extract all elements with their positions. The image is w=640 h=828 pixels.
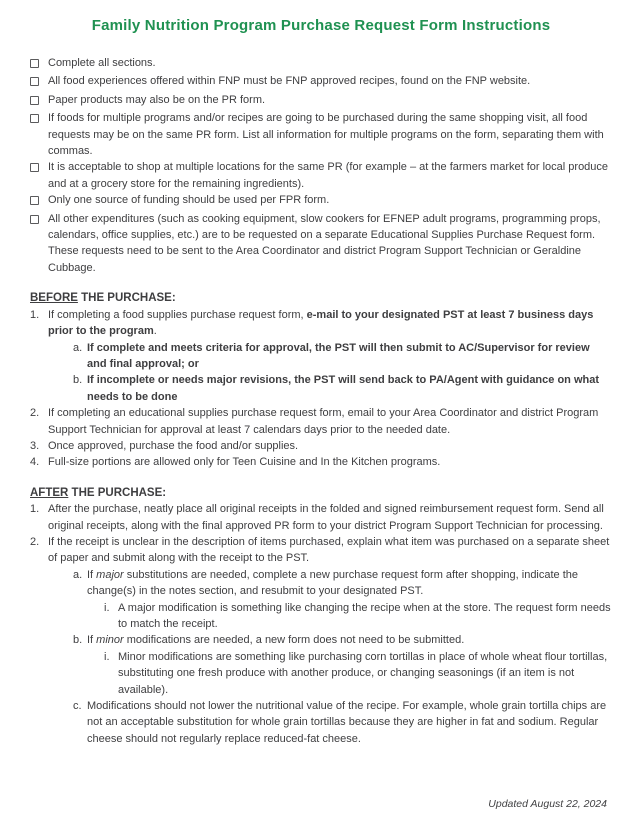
checklist-item	[30, 159, 612, 192]
heading-rest: THE PURCHASE:	[77, 292, 176, 305]
list-marker: i.	[104, 650, 110, 663]
text-run: If incomplete or needs major revisions, the PST will send back to PA/Agent with guidance on what needs to be done	[87, 374, 599, 403]
heading-underlined-word: BEFORE	[30, 292, 78, 305]
list-item-text: All other expenditures (such as cooking equipment, slow cookers for EFNEP adult programs, programming props, calendars, office supplies, etc.) are to be requested on a separate Educational Supplies Purchase Request form. These requests need to be sent to the Area Coordinator and district Program Support Technician or Geraldine Cubbage.	[48, 212, 601, 274]
list-marker: 3.	[30, 439, 40, 452]
page-title: Family Nutrition Program Purchase Request Form Instructions	[91, 17, 551, 34]
text-run: .	[153, 325, 157, 338]
checkbox-icon	[30, 159, 48, 177]
list-marker: a.	[73, 341, 83, 354]
checkbox-icon	[30, 192, 48, 210]
list-item	[30, 698, 612, 747]
checkbox-square	[30, 215, 39, 224]
list-marker: a.	[73, 568, 83, 581]
text-run: If complete and meets criteria for approval, the PST will then submit to AC/Supervisor for review and final approval; or	[87, 341, 590, 370]
list-item-text: If foods for multiple programs and/or recipes are going to be purchased during the same shopping visit, all food requests may be on the same PR form. List all information for multiple programs on the form, separating them with commas.	[48, 112, 604, 158]
checklist-item	[30, 211, 612, 277]
text-run: Minor modifications are something like purchasing corn tortillas in place of whole wheat flour tortillas, substituting one fresh produce with another produce, or changing seasonings (if an item is not available).	[118, 650, 608, 696]
list-item	[30, 372, 612, 405]
list-item	[30, 600, 612, 633]
instruction-sections	[30, 290, 612, 747]
list-item-text: All food experiences offered within FNP must be FNP approved recipes, found on the FNP website.	[48, 75, 531, 88]
checklist-item	[30, 73, 612, 91]
section-heading	[30, 290, 612, 306]
heading-underlined-word: AFTER	[30, 486, 69, 499]
list-marker: b.	[73, 634, 83, 647]
list-marker: 1.	[30, 308, 40, 321]
list-item	[30, 307, 612, 340]
text-run: If completing a food supplies purchase request form,	[48, 308, 307, 321]
text-run: After the purchase, neatly place all original receipts in the folded and signed reimbursement request form. Send all original receipts, along with the final approved PR form to your district Program Support Technician for processing.	[48, 503, 604, 532]
list-item	[30, 567, 612, 600]
checklist-item	[30, 192, 612, 210]
list-item-text	[118, 649, 612, 698]
checkbox-icon	[30, 73, 48, 91]
text-run: If the receipt is unclear in the description of items purchased, explain what item was purchased on a separate sheet of paper and submit along with the receipt to the PST.	[48, 535, 610, 565]
heading-rest: THE PURCHASE:	[68, 486, 167, 499]
text-run: e-mail to your designated PST at least 7 business days prior to the program	[48, 308, 594, 338]
checkbox-square	[30, 96, 39, 105]
text-run: minor	[96, 634, 124, 647]
list-item	[30, 438, 612, 454]
list-marker: 2.	[30, 535, 40, 548]
list-item-text	[87, 567, 612, 600]
list-item-text	[48, 405, 612, 438]
list-item-text	[48, 501, 612, 534]
list-item-text	[87, 698, 612, 747]
text-run: modifications are needed, a new form does not need to be submitted.	[123, 634, 465, 647]
checkbox-icon	[30, 110, 48, 128]
list-item	[30, 454, 612, 470]
list-item	[30, 340, 612, 373]
text-run: If	[87, 634, 97, 647]
list-item	[30, 501, 612, 534]
list-item-text: Complete all sections.	[48, 57, 156, 69]
text-run: A major modification is something like changing the recipe when at the store. The request form needs to match the receipt.	[118, 601, 611, 630]
text-run: If	[87, 568, 97, 581]
list-marker: c.	[73, 700, 82, 713]
list-item-text	[118, 600, 612, 633]
checkbox-square	[30, 59, 39, 68]
checklist-item	[30, 55, 612, 73]
list-item-text: Only one source of funding should be used per FPR form.	[48, 194, 330, 207]
list-item-text	[48, 454, 612, 470]
checkbox-square	[30, 196, 39, 205]
checkbox-icon	[30, 92, 48, 110]
checkbox-square	[30, 114, 39, 123]
text-run: If completing an educational supplies purchase request form, email to your Area Coordinator and district Program Support Technician for approval at least 7 calendars days prior to the needed date.	[48, 407, 599, 436]
list-item	[30, 649, 612, 698]
checkbox-square	[30, 77, 39, 86]
list-marker: i.	[104, 601, 110, 614]
text-run: substitutions are needed, complete a new purchase request form after shopping, indicate the change(s) in the notes section, and resubmit to your designated PST.	[87, 568, 579, 598]
updated-date: Updated August 22, 2024	[488, 798, 607, 810]
list-item-text	[48, 534, 612, 567]
list-item-text	[87, 632, 612, 648]
text-run: Modifications should not lower the nutritional value of the recipe. For example, whole grain tortilla chips are not an acceptable substitution for whole grain tortillas because they are higher in fat and sodium. Regular cheese should not regularly replace reduced-fat cheese.	[87, 700, 607, 745]
list-item-text: It is acceptable to shop at multiple locations for the same PR (for example – at the farmers market for local produce and at a grocery store for the remaining ingredients).	[48, 161, 609, 190]
list-item-text	[87, 340, 612, 373]
list-marker: b.	[73, 374, 83, 387]
checkbox-square	[30, 163, 39, 172]
checkbox-icon	[30, 211, 48, 229]
list-marker: 1.	[30, 503, 40, 516]
list-item	[30, 534, 612, 567]
list-item	[30, 405, 612, 438]
text-run: Once approved, purchase the food and/or supplies.	[48, 439, 299, 452]
list-item-text: Paper products may also be on the PR form.	[48, 93, 266, 106]
section-heading	[30, 485, 612, 501]
checklist	[30, 55, 612, 276]
list-marker: 2.	[30, 407, 40, 420]
list-item	[30, 632, 612, 648]
text-run: major	[96, 568, 124, 581]
list-item-text	[48, 438, 612, 454]
checklist-item	[30, 92, 612, 110]
checklist-item	[30, 110, 612, 159]
list-marker: 4.	[30, 456, 40, 469]
checkbox-icon	[30, 55, 48, 73]
list-item-text	[48, 307, 612, 340]
list-item-text	[87, 372, 612, 405]
text-run: Full-size portions are allowed only for Teen Cuisine and In the Kitchen programs.	[48, 456, 441, 469]
